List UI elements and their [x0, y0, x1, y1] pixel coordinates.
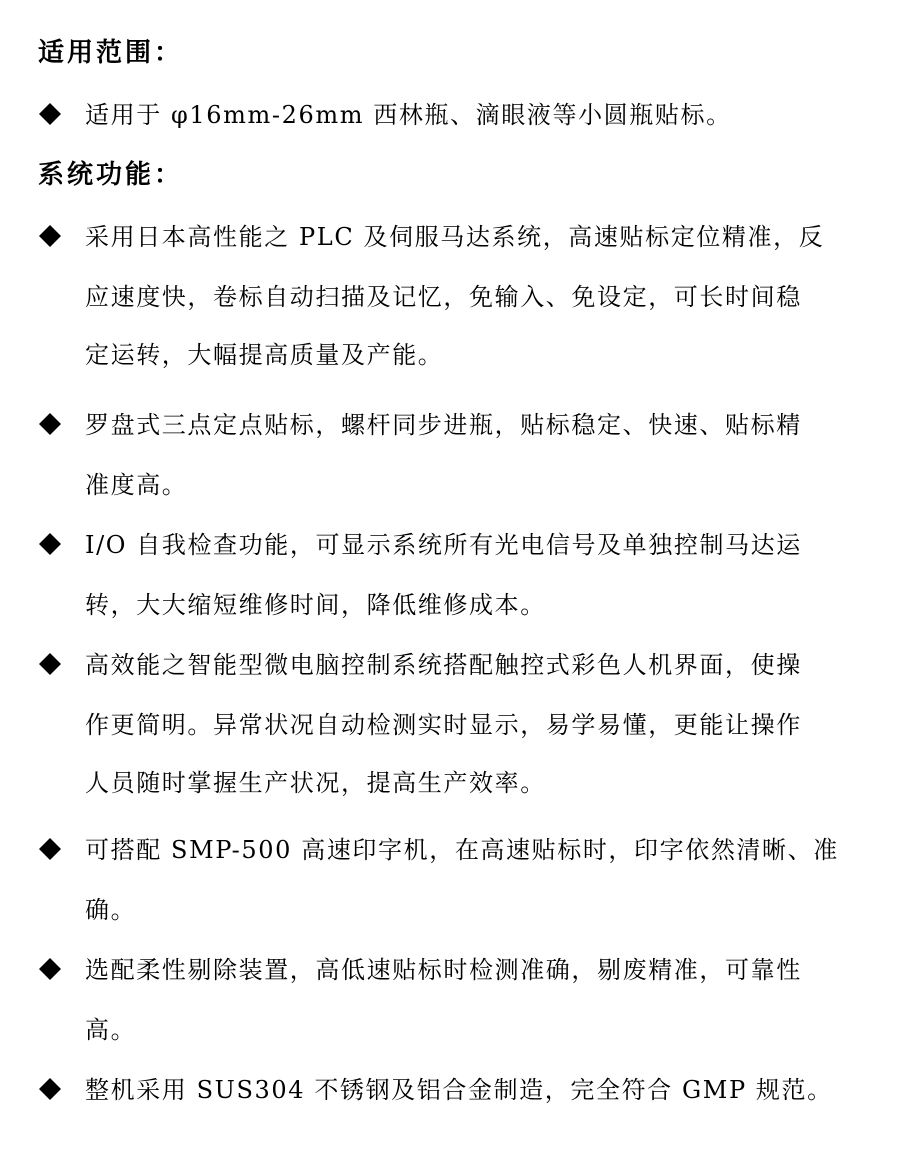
diamond-bullet-icon	[38, 412, 62, 436]
diamond-bullet-icon	[38, 224, 62, 248]
section-heading-scope: 适用范围：	[38, 38, 184, 68]
text-line: 高效能之智能型微电脑控制系统搭配触控式彩色人机界面，使操	[85, 651, 802, 679]
list-item	[38, 835, 878, 925]
text-line: 可搭配 SMP-500 高速印字机，在高速贴标时，印字依然清晰、准	[85, 836, 839, 864]
diamond-bullet-icon	[38, 957, 62, 981]
diamond-bullet-icon	[38, 652, 62, 676]
text-line: 应速度快，卷标自动扫描及记忆，免输入、免设定，可长时间稳	[85, 283, 802, 311]
text-line: 整机采用 SUS304 不锈钢及铝合金制造，完全符合 GMP 规范。	[85, 1076, 833, 1104]
text-line: 作更简明。异常状况自动检测实时显示，易学易懂，更能让操作	[85, 711, 802, 739]
diamond-bullet-icon	[38, 837, 62, 861]
list-item	[38, 530, 878, 620]
list-item	[38, 1075, 878, 1107]
text-line: 选配柔性剔除装置，高低速贴标时检测准确，剔废精准，可靠性	[85, 956, 802, 984]
text-line: 适用于 φ16mm-26mm 西林瓶、滴眼液等小圆瓶贴标。	[85, 101, 732, 129]
text-line: 准度高。	[85, 471, 188, 499]
section-heading-functions: 系统功能：	[38, 160, 184, 190]
text-line: 确。	[85, 896, 137, 924]
text-line: 转，大大缩短维修时间，降低维修成本。	[85, 591, 546, 619]
text-line: 人员随时掌握生产状况，提高生产效率。	[85, 769, 546, 797]
text-line: 定运转，大幅提高质量及产能。	[85, 341, 444, 369]
diamond-bullet-icon	[38, 532, 62, 556]
diamond-bullet-icon	[38, 102, 62, 126]
text-line: I/O 自我检查功能，可显示系统所有光电信号及单独控制马达运	[85, 531, 802, 559]
list-item	[38, 955, 878, 1045]
text-line: 高。	[85, 1016, 137, 1044]
text-line: 采用日本高性能之 PLC 及伺服马达系统，高速贴标定位精准，反	[85, 223, 825, 251]
text-line: 罗盘式三点定点贴标，螺杆同步进瓶，贴标稳定、快速、贴标精	[85, 411, 802, 439]
list-item	[38, 410, 878, 500]
list-item	[38, 222, 878, 372]
list-item	[38, 100, 878, 132]
list-item	[38, 650, 878, 800]
diamond-bullet-icon	[38, 1077, 62, 1101]
